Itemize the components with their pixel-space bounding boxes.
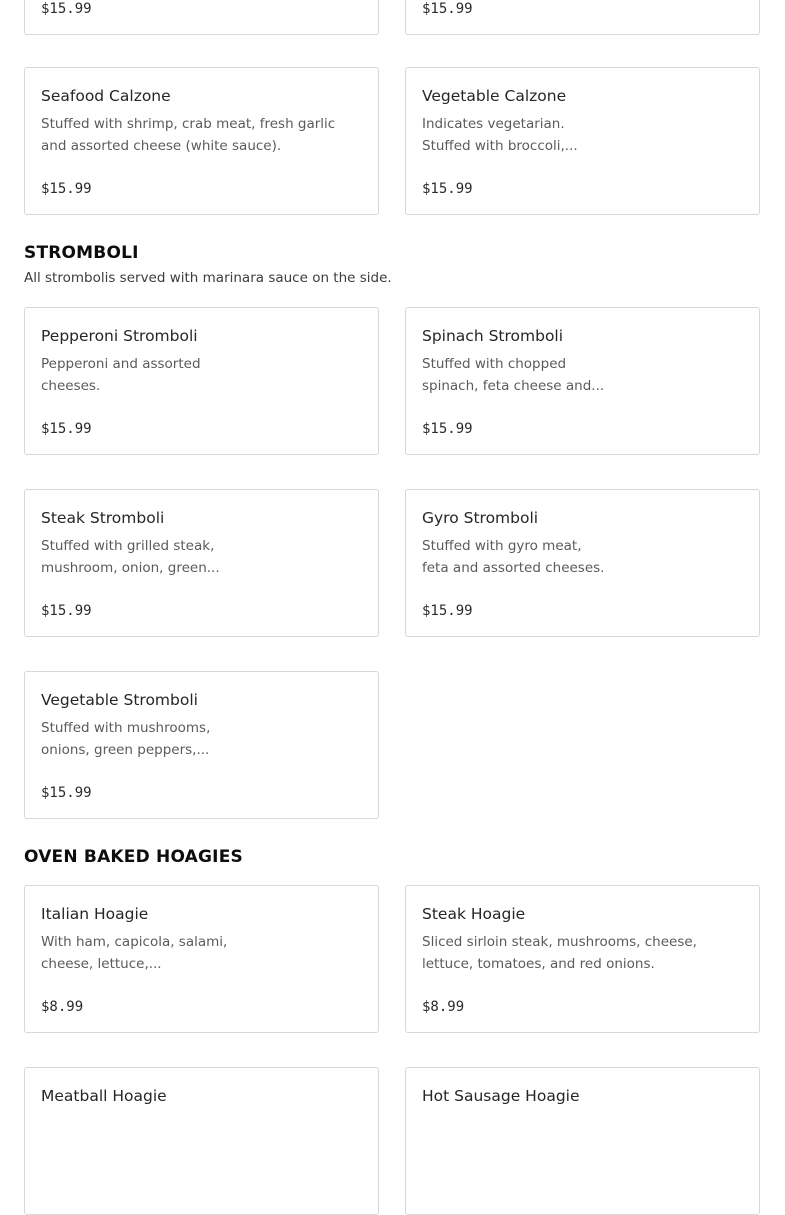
item-name: Steak Stromboli [41, 509, 165, 527]
item-price: $15.99 [41, 181, 92, 197]
item-description: Stuffed with shrimp, crab meat, fresh garlic and assorted cheese (white sauce). [41, 116, 336, 154]
item-name: Vegetable Calzone [422, 87, 567, 105]
item-price: $15.99 [41, 1, 92, 17]
section-header-stromboli [24, 242, 761, 287]
menu-item-vegetable-stromboli[interactable] [24, 671, 379, 819]
item-price: $15.99 [41, 603, 92, 619]
item-description: Stuffed with chopped spinach, feta cheese and... [422, 356, 605, 394]
menu-item-pepperoni-stromboli[interactable] [24, 307, 379, 455]
item-price: $8.99 [41, 999, 84, 1015]
item-name: Steak Hoagie [422, 905, 526, 923]
menu-item-italian-hoagie[interactable] [24, 885, 379, 1033]
menu-item-card[interactable] [405, 0, 760, 35]
section-header-hoagies [24, 846, 761, 868]
menu-item-card[interactable] [24, 0, 379, 35]
item-description: Indicates vegetarian. Stuffed with broccoli,... [422, 116, 578, 154]
item-price: $15.99 [422, 1, 473, 17]
section-title: STROMBOLI [24, 243, 139, 263]
menu-item-spinach-stromboli[interactable] [405, 307, 760, 455]
item-description: Stuffed with gyro meat, feta and assorted cheeses. [422, 538, 605, 576]
item-description: With ham, capicola, salami, cheese, lettuce,... [41, 934, 228, 972]
item-description: Sliced sirloin steak, mushrooms, cheese, lettuce, tomatoes, and red onions. [422, 934, 697, 972]
menu-item-vegetable-calzone[interactable] [405, 67, 760, 215]
item-name: Gyro Stromboli [422, 509, 539, 527]
item-price: $15.99 [422, 421, 473, 437]
item-price: $15.99 [41, 421, 92, 437]
item-name: Vegetable Stromboli [41, 691, 198, 709]
section-description: All strombolis served with marinara sauce on the side. [24, 270, 392, 286]
menu-item-seafood-calzone[interactable] [24, 67, 379, 215]
item-name: Pepperoni Stromboli [41, 327, 198, 345]
item-description: Stuffed with mushrooms, onions, green peppers,... [41, 720, 211, 758]
item-name: Italian Hoagie [41, 905, 149, 923]
menu-item-steak-hoagie[interactable] [405, 885, 760, 1033]
item-name: Meatball Hoagie [41, 1087, 167, 1105]
item-description: Pepperoni and assorted cheeses. [41, 356, 201, 394]
section-title: OVEN BAKED HOAGIES [24, 847, 243, 867]
item-name: Seafood Calzone [41, 87, 171, 105]
item-price: $15.99 [422, 181, 473, 197]
item-price: $15.99 [422, 603, 473, 619]
item-name: Spinach Stromboli [422, 327, 564, 345]
menu-item-steak-stromboli[interactable] [24, 489, 379, 637]
item-price: $15.99 [41, 785, 92, 801]
menu-item-meatball-hoagie[interactable] [24, 1067, 379, 1215]
menu-item-gyro-stromboli[interactable] [405, 489, 760, 637]
item-description: Stuffed with grilled steak, mushroom, onion, green... [41, 538, 220, 576]
item-price: $8.99 [422, 999, 465, 1015]
item-name: Hot Sausage Hoagie [422, 1087, 580, 1105]
menu-item-hot-sausage-hoagie[interactable] [405, 1067, 760, 1215]
